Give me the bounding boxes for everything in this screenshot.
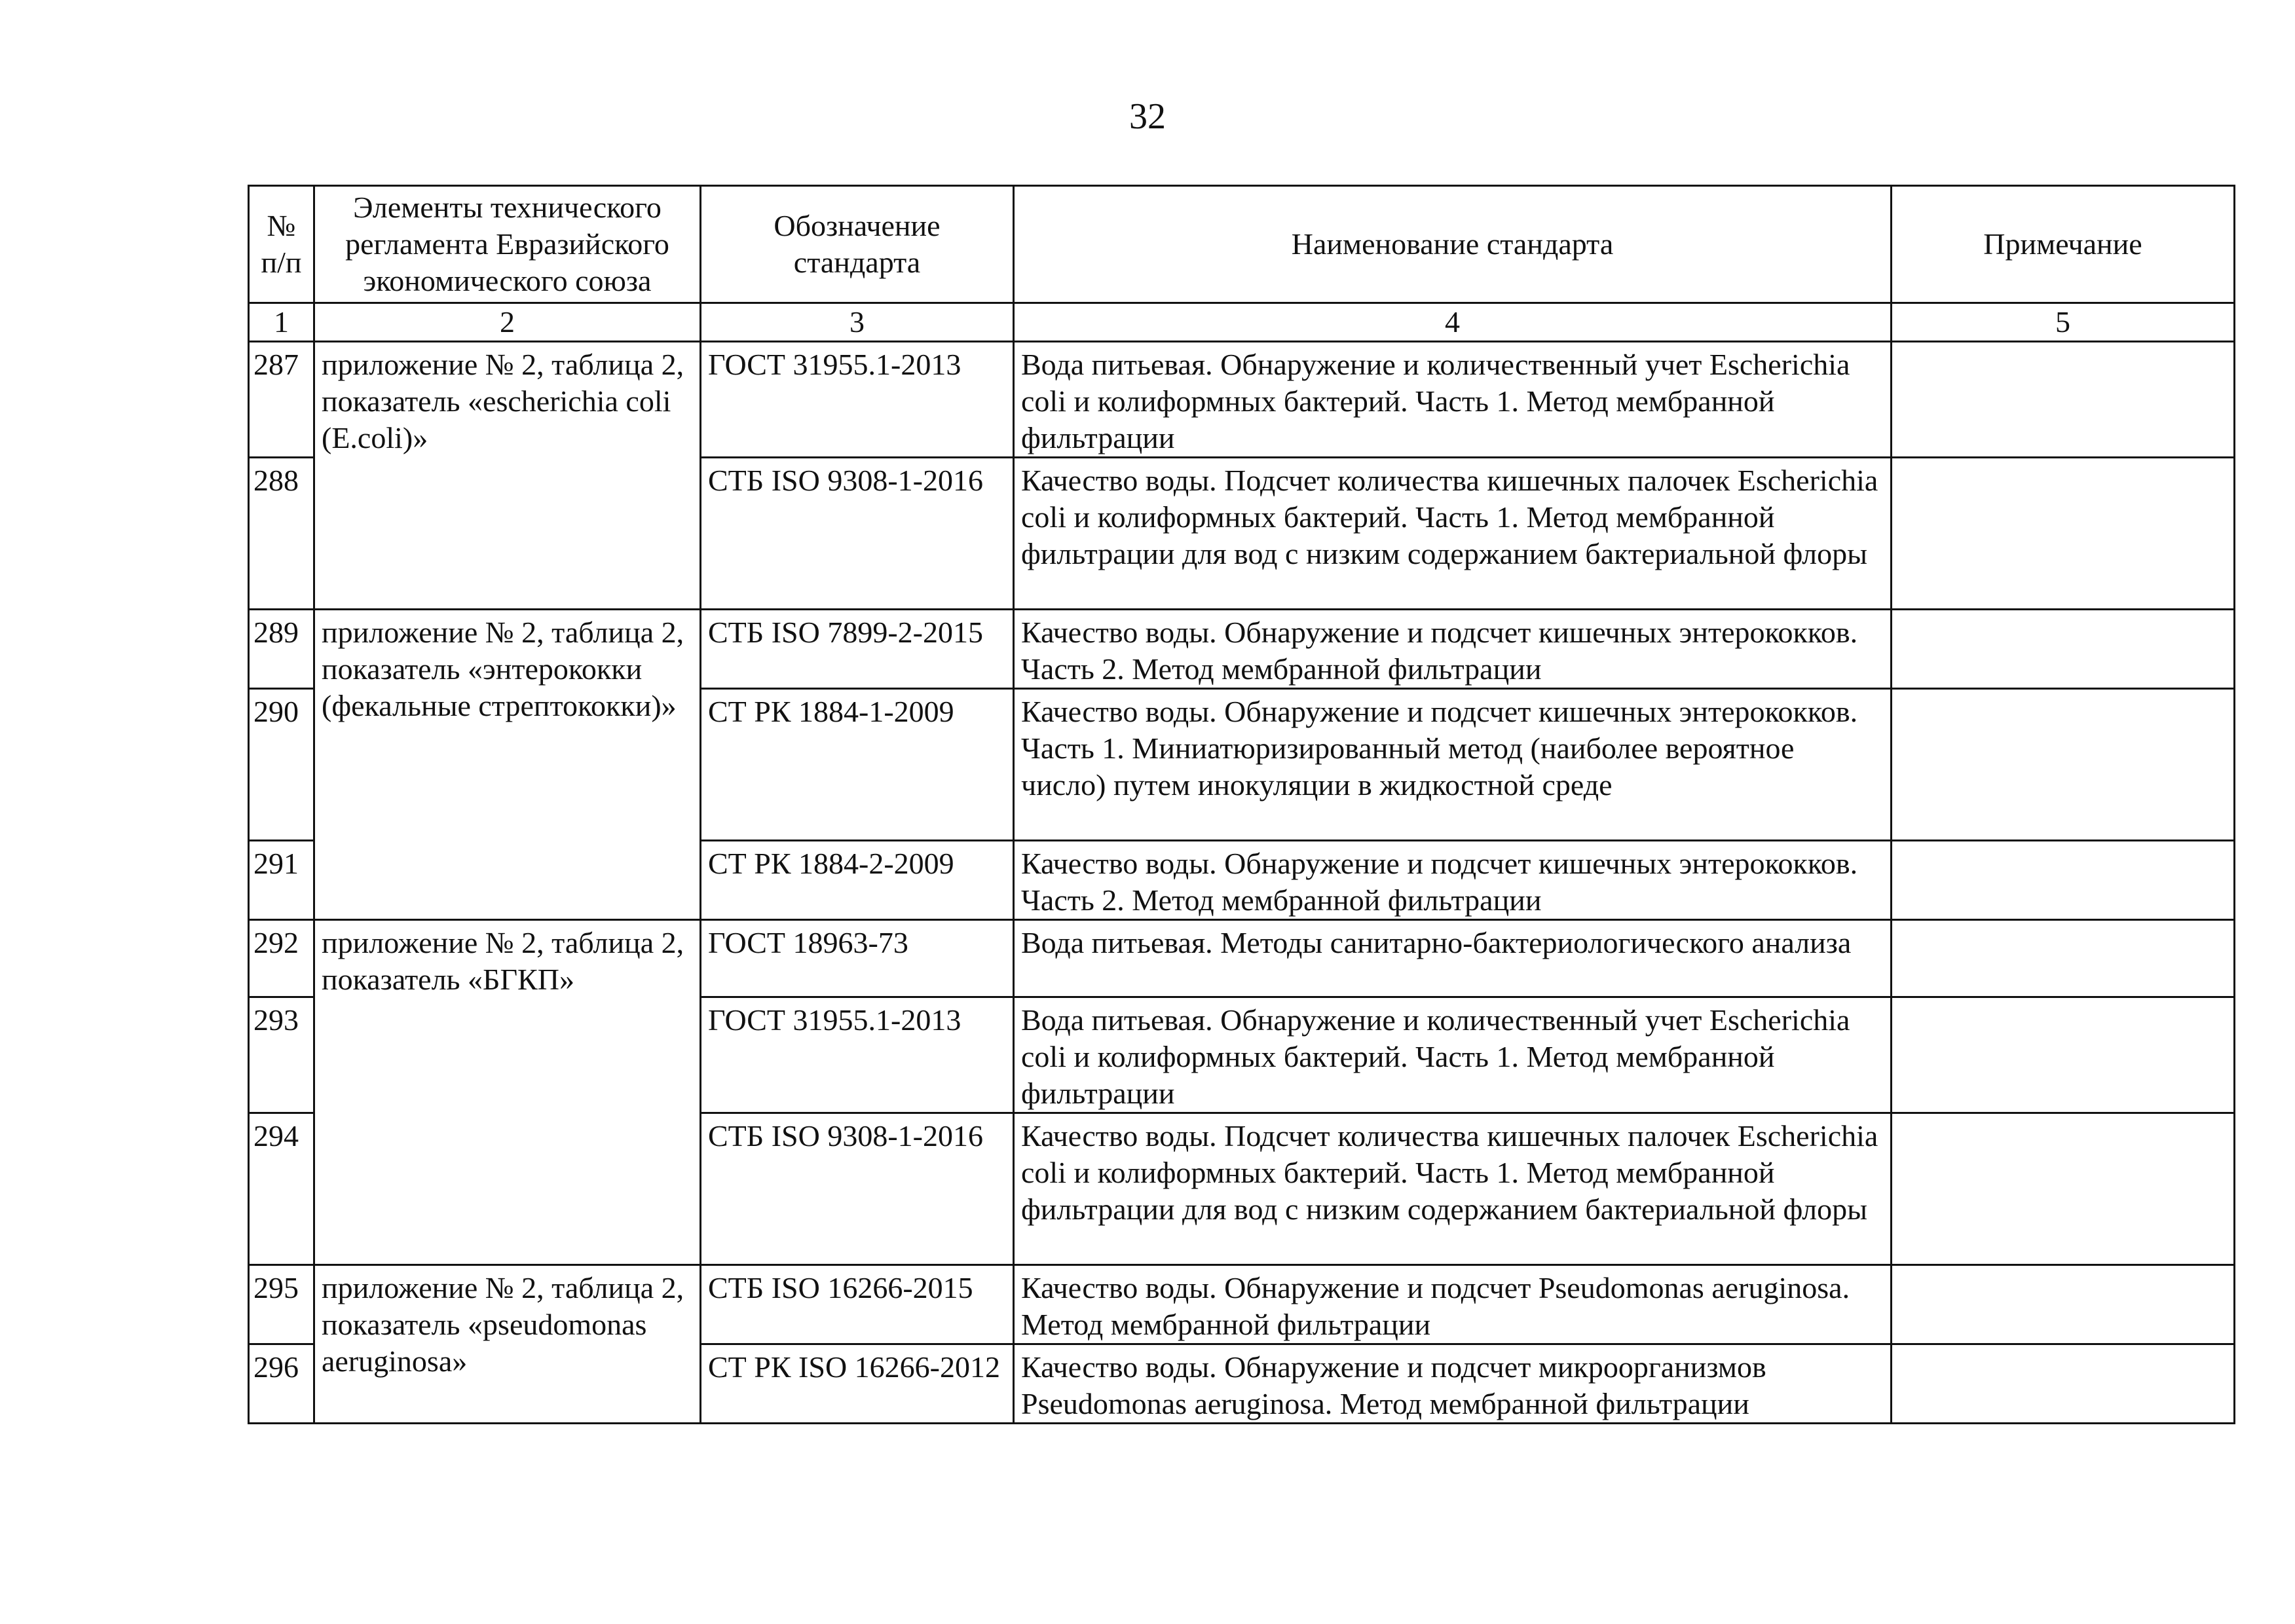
- row-number: 291: [249, 841, 314, 920]
- standards-table: [248, 185, 2235, 1424]
- header-designation: Обозначение стандарта: [701, 186, 1014, 303]
- standard-designation: СТБ ISO 16266-2015: [701, 1265, 1014, 1344]
- row-number: 294: [249, 1113, 314, 1265]
- column-numbers-row: [249, 303, 2235, 342]
- regulation-element: приложение № 2, таблица 2, показатель «escherichia coli (E.coli)»: [314, 342, 701, 610]
- standard-note: [1892, 689, 2235, 841]
- column-number: 5: [1892, 303, 2235, 342]
- table-row: [249, 920, 2235, 997]
- standard-designation: СТ РК 1884-1-2009: [701, 689, 1014, 841]
- standard-name: Качество воды. Обнаружение и подсчет Pseudomonas aeruginosa. Метод мембранной фильтрации: [1014, 1265, 1892, 1344]
- column-number: 4: [1014, 303, 1892, 342]
- regulation-element: приложение № 2, таблица 2, показатель «БГКП»: [314, 920, 701, 1265]
- regulation-element: приложение № 2, таблица 2, показатель «pseudomonas aeruginosa»: [314, 1265, 701, 1424]
- standard-note: [1892, 1344, 2235, 1424]
- row-number: 295: [249, 1265, 314, 1344]
- row-number: 289: [249, 610, 314, 689]
- column-number: 2: [314, 303, 701, 342]
- table-row: [249, 1265, 2235, 1344]
- standard-name: Вода питьевая. Методы санитарно-бактериологического анализа: [1014, 920, 1892, 997]
- standard-name: Вода питьевая. Обнаружение и количественный учет Escherichia coli и колиформных бактерий. Часть 1. Метод мембранной фильтрации: [1014, 342, 1892, 458]
- row-number: 287: [249, 342, 314, 458]
- header-note: Примечание: [1892, 186, 2235, 303]
- standard-designation: ГОСТ 31955.1-2013: [701, 997, 1014, 1113]
- standard-note: [1892, 841, 2235, 920]
- table-row: [249, 610, 2235, 689]
- header-name: Наименование стандарта: [1014, 186, 1892, 303]
- standard-name: Качество воды. Подсчет количества кишечных палочек Escherichia coli и колиформных бактерий. Часть 1. Метод мембранной фильтрации для вод с низким содержанием бактериальной флоры: [1014, 458, 1892, 610]
- page-number: 32: [1129, 96, 1166, 137]
- standard-name: Качество воды. Обнаружение и подсчет микроорганизмов Pseudomonas aeruginosa. Метод мембранной фильтрации: [1014, 1344, 1892, 1424]
- standard-designation: ГОСТ 18963-73: [701, 920, 1014, 997]
- standard-note: [1892, 1113, 2235, 1265]
- standard-note: [1892, 997, 2235, 1113]
- standard-designation: СТ РК ISO 16266-2012: [701, 1344, 1014, 1424]
- standard-name: Вода питьевая. Обнаружение и количественный учет Escherichia coli и колиформных бактерий. Часть 1. Метод мембранной фильтрации: [1014, 997, 1892, 1113]
- standard-name: Качество воды. Подсчет количества кишечных палочек Escherichia coli и колиформных бактерий. Часть 1. Метод мембранной фильтрации для вод с низким содержанием бактериальной флоры: [1014, 1113, 1892, 1265]
- column-number: 1: [249, 303, 314, 342]
- standard-note: [1892, 610, 2235, 689]
- row-number: 292: [249, 920, 314, 997]
- standard-name: Качество воды. Обнаружение и подсчет кишечных энтерококков. Часть 2. Метод мембранной фильтрации: [1014, 841, 1892, 920]
- table-row: [249, 342, 2235, 458]
- header-num: № п/п: [249, 186, 314, 303]
- regulation-element: приложение № 2, таблица 2, показатель «энтерококки (фекальные стрептококки)»: [314, 610, 701, 920]
- standard-designation: СТБ ISO 7899-2-2015: [701, 610, 1014, 689]
- header-element: Элементы технического регламента Евразийского экономического союза: [314, 186, 701, 303]
- standard-note: [1892, 920, 2235, 997]
- row-number: 288: [249, 458, 314, 610]
- standard-designation: ГОСТ 31955.1-2013: [701, 342, 1014, 458]
- standard-note: [1892, 342, 2235, 458]
- standard-note: [1892, 1265, 2235, 1344]
- row-number: 290: [249, 689, 314, 841]
- standard-designation: СТ РК 1884-2-2009: [701, 841, 1014, 920]
- standard-designation: СТБ ISO 9308-1-2016: [701, 458, 1014, 610]
- row-number: 296: [249, 1344, 314, 1424]
- table-header-row: [249, 186, 2235, 303]
- standard-note: [1892, 458, 2235, 610]
- column-number: 3: [701, 303, 1014, 342]
- standard-name: Качество воды. Обнаружение и подсчет кишечных энтерококков. Часть 1. Миниатюризированный метод (наиболее вероятное число) путем инокуляции в жидкостной среде: [1014, 689, 1892, 841]
- row-number: 293: [249, 997, 314, 1113]
- standard-name: Качество воды. Обнаружение и подсчет кишечных энтерококков. Часть 2. Метод мембранной фильтрации: [1014, 610, 1892, 689]
- standard-designation: СТБ ISO 9308-1-2016: [701, 1113, 1014, 1265]
